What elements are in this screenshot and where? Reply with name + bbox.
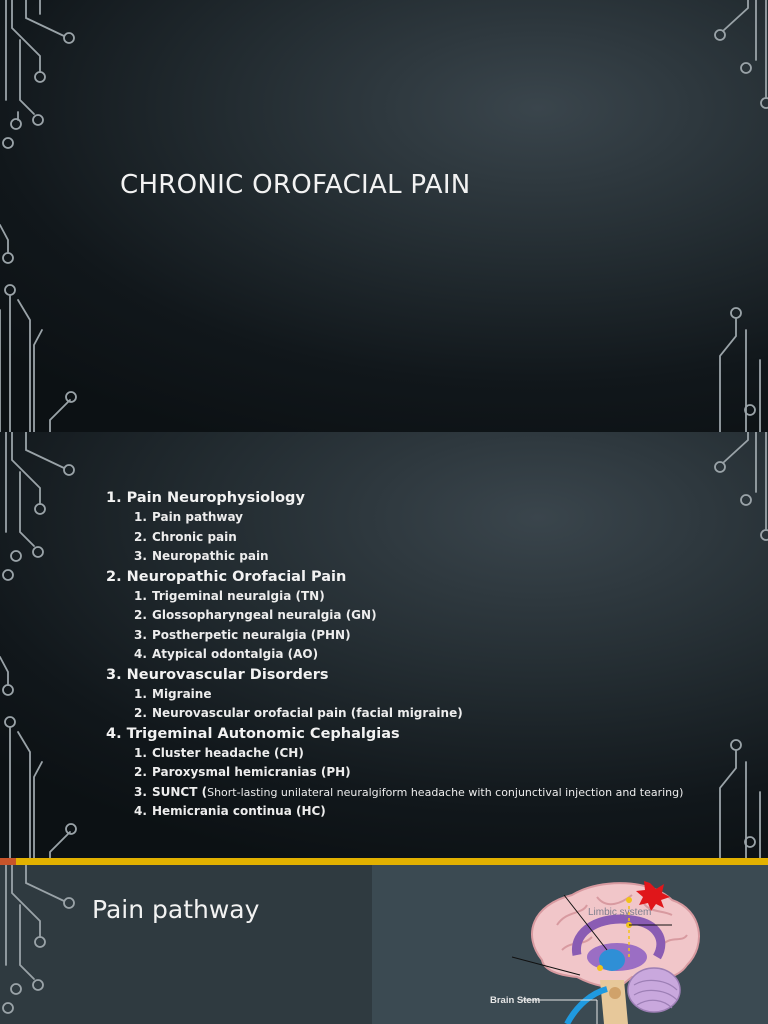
limbic-label: Limbic system: [588, 907, 652, 918]
outline-item: [106, 508, 746, 528]
item-text: Postherpetic neuralgia (PHN): [152, 627, 351, 642]
item-number: 1.: [134, 686, 147, 701]
brain-diagram: [372, 865, 768, 1024]
outline-item: [106, 744, 746, 764]
brain-illustration: [372, 865, 768, 1024]
circuit-decoration-right: [698, 0, 768, 432]
outline-item: [106, 547, 746, 567]
item-number: 3.: [134, 549, 147, 563]
item-number: 3.: [134, 784, 147, 799]
slide-divider: [0, 858, 768, 865]
circuit-decoration-left: [0, 432, 80, 860]
item-text: Chronic pain: [152, 529, 237, 544]
brainstem-label: Brain Stem: [490, 995, 541, 1006]
item-number: 3.: [134, 627, 147, 642]
item-number: 4.: [134, 647, 147, 661]
item-number: 2.: [134, 608, 147, 622]
outline-slide: [0, 432, 768, 860]
pain-pathway-slide: [0, 865, 768, 1024]
item-number: 4.: [134, 804, 147, 818]
outline-item: [106, 645, 746, 665]
outline-item: [106, 763, 746, 783]
outline-item: [106, 783, 746, 803]
section-heading: 4. Trigeminal Autonomic Cephalgias: [106, 725, 400, 742]
slide-title: Pain pathway: [92, 895, 260, 924]
circuit-decoration-left: [0, 865, 80, 1024]
item-text: Neurovascular orofacial pain (facial migraine): [152, 706, 463, 720]
item-text: Migraine: [152, 686, 212, 701]
item-text: Glossopharyngeal neuralgia (GN): [152, 608, 377, 622]
item-text: SUNCT (: [152, 784, 208, 799]
item-text: Paroxysmal hemicranias (PH): [152, 765, 351, 779]
outline-item: [106, 704, 746, 724]
item-number: 1.: [134, 745, 147, 760]
outline-item: [106, 587, 746, 607]
item-text: Atypical odontalgia (AO): [152, 647, 319, 661]
topic-outline: [106, 488, 746, 822]
item-number: 1.: [134, 588, 147, 603]
item-number: 1.: [134, 510, 147, 524]
outline-item: [106, 528, 746, 548]
circuit-decoration-left: [0, 0, 80, 432]
item-number: 2.: [134, 706, 147, 720]
presentation-title: CHRONIC OROFACIAL PAIN: [120, 170, 471, 200]
outline-item: [106, 802, 746, 822]
item-text: Cluster headache (CH): [152, 745, 304, 760]
item-note: Short-lasting unilateral neuralgiform headache with conjunctival injection and tearing): [207, 785, 684, 799]
outline-item: [106, 685, 746, 705]
item-number: 2.: [134, 529, 147, 544]
item-text: Pain pathway: [152, 510, 244, 524]
item-number: 2.: [134, 765, 147, 779]
item-text: Hemicrania continua (HC): [152, 804, 326, 818]
item-text: Neuropathic pain: [152, 549, 269, 563]
title-slide: [0, 0, 768, 432]
item-text: Trigeminal neuralgia (TN): [152, 588, 325, 603]
section-heading: 3. Neurovascular Disorders: [106, 666, 329, 683]
section-heading: 2. Neuropathic Orofacial Pain: [106, 568, 347, 585]
outline-item: [106, 626, 746, 646]
slide-divider-accent: [0, 858, 16, 865]
section-heading: 1. Pain Neurophysiology: [106, 490, 305, 506]
outline-item: [106, 606, 746, 626]
